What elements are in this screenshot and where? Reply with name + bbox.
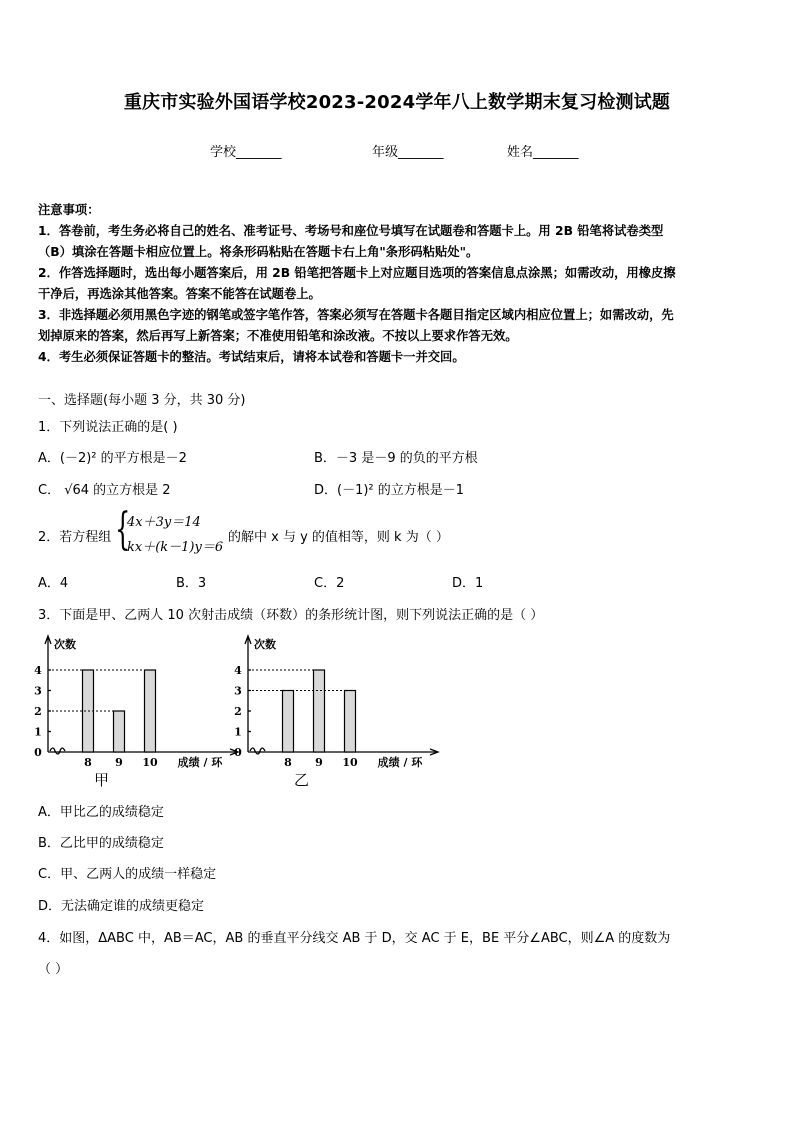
y-tick-label: 4 — [234, 664, 242, 677]
equation-2: kx＋(k－1)y＝6 — [127, 540, 224, 555]
y-tick-label: 2 — [34, 705, 42, 718]
question-1-option-b: B．－3 是－9 的负的平方根 — [314, 451, 478, 466]
brace-symbol: { — [115, 504, 131, 555]
question-1-option-d: D．(－1)² 的立方根是－1 — [314, 483, 465, 498]
x-axis-label: 成绩 / 环 — [177, 756, 223, 769]
name-field: 姓名_______ — [507, 145, 579, 160]
y-tick-label: 0 — [34, 746, 42, 759]
question-2-suffix: 的解中 x 与 y 的值相等，则 k 为（ ） — [228, 530, 449, 545]
question-2-option-c: C．2 — [314, 576, 345, 591]
y-tick-label: 3 — [234, 684, 242, 698]
question-3-stem: 3．下面是甲、乙两人 10 次射击成绩（环数）的条形统计图，则下列说法正确的是（ ） — [38, 608, 544, 623]
chart-title: 乙 — [293, 771, 310, 789]
x-axis-label: 成绩 / 环 — [377, 756, 423, 769]
x-tick-label: 9 — [315, 756, 323, 769]
chart-yi — [234, 636, 438, 789]
chart-title: 甲 — [93, 771, 110, 789]
x-tick-label: 10 — [342, 756, 358, 769]
x-tick-label: 10 — [142, 756, 158, 769]
notice-line: 3．非选择题必须用黑色字迹的钢笔或签字笔作答，答案必须写在答题卡各题目指定区域内相应位置上；如需改动，先 — [38, 308, 674, 322]
chart-jia — [34, 636, 238, 789]
notice-line: 1．答卷前，考生务必将自己的姓名、准考证号、考场号和座位号填写在试题卷和答题卡上。用 2B 铅笔将试卷类型 — [38, 224, 664, 238]
y-tick-label: 3 — [34, 684, 42, 698]
question-2-prefix: 2．若方程组 — [38, 530, 112, 545]
notice-line: （B）填涂在答题卡相应位置上。将条形码粘贴在答题卡右上角"条形码粘贴处"。 — [38, 245, 479, 259]
equation-1: 4x＋3y＝14 — [127, 515, 201, 530]
y-tick-label: 4 — [34, 664, 42, 677]
question-3-option-a: A．甲比乙的成绩稳定 — [38, 805, 164, 820]
question-4-line-2: （ ） — [38, 962, 69, 977]
section-heading: 一、选择题(每小题 3 分，共 30 分) — [38, 393, 246, 408]
x-tick-label: 8 — [84, 756, 92, 769]
school-field: 学校_______ — [210, 145, 282, 160]
bar-charts — [34, 630, 444, 790]
question-1-option-c: C． √64 的立方根是 2 — [38, 483, 171, 498]
y-axis-label: 次数 — [254, 638, 276, 651]
question-3-option-d: D．无法确定谁的成绩更稳定 — [38, 899, 205, 914]
question-4-line-1: 4．如图，ΔABC 中，AB＝AC，AB 的垂直平分线交 AB 于 D，交 AC 于 E，BE 平分∠ABC，则∠A 的度数为 — [38, 931, 671, 946]
notice-line: 4．考生必须保证答题卡的整洁。考试结束后，请将本试卷和答题卡一并交回。 — [38, 350, 465, 364]
x-tick-label: 9 — [115, 756, 123, 769]
bar — [145, 670, 156, 752]
axis-break-mark — [250, 748, 265, 754]
y-tick-label: 1 — [234, 725, 242, 739]
x-tick-label: 8 — [284, 756, 292, 769]
y-tick-label: 0 — [234, 746, 242, 759]
notice-heading: 注意事项： — [38, 203, 100, 217]
notice-line: 干净后，再选涂其他答案。答案不能答在试题卷上。 — [38, 287, 321, 301]
bar — [345, 691, 356, 753]
grade-field: 年级_______ — [372, 145, 444, 160]
bar — [314, 670, 325, 752]
y-tick-label: 1 — [34, 725, 42, 739]
page-title: 重庆市实验外国语学校2023-2024学年八上数学期末复习检测试题 — [123, 92, 671, 113]
question-1-option-a: A．(－2)² 的平方根是－2 — [38, 451, 187, 466]
question-2-option-a: A．4 — [38, 576, 69, 591]
bar — [114, 711, 125, 752]
question-1-stem: 1．下列说法正确的是( ) — [38, 420, 178, 435]
question-3-option-b: B．乙比甲的成绩稳定 — [38, 836, 164, 851]
y-tick-label: 2 — [234, 705, 242, 718]
notice-line: 划掉原来的答案，然后再写上新答案；不准使用铅笔和涂改液。不按以上要求作答无效。 — [38, 329, 518, 343]
question-2-option-b: B．3 — [176, 576, 207, 591]
bar — [283, 691, 294, 753]
y-axis-label: 次数 — [54, 638, 76, 651]
axis-break-mark — [50, 748, 65, 754]
notice-line: 2．作答选择题时，选出每小题答案后，用 2B 铅笔把答题卡上对应题目选项的答案信息点涂黑；如需改动，用橡皮擦 — [38, 266, 676, 280]
question-3-option-c: C．甲、乙两人的成绩一样稳定 — [38, 867, 217, 882]
question-2-option-d: D．1 — [452, 576, 484, 591]
